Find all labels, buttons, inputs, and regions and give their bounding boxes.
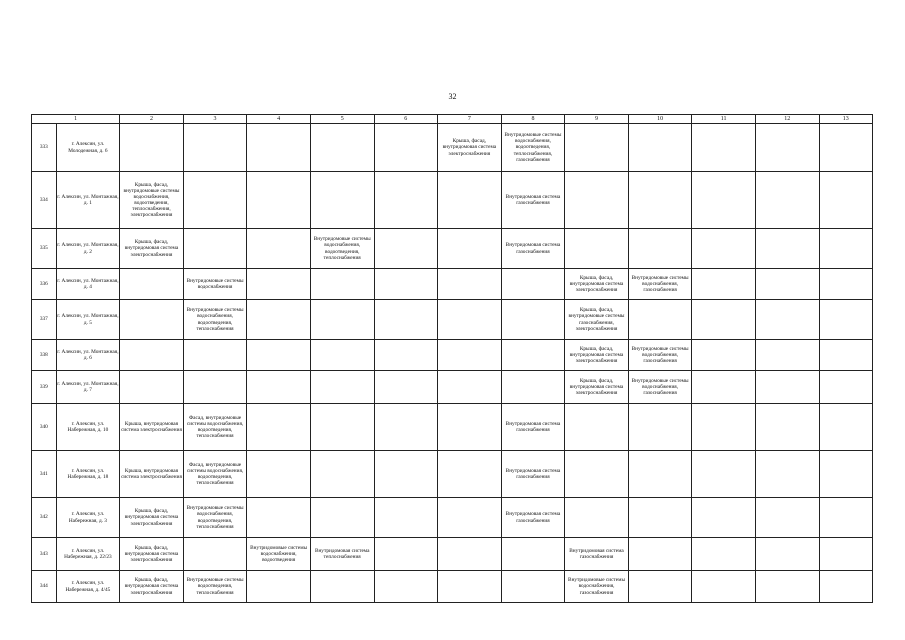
work-cell-col-8: Внутридомовая система газоснабжения [501, 172, 565, 229]
work-cell-col-8: Внутридомовые системы водоснабжения, водоотведения, теплоснабжения, газоснабжения [501, 124, 565, 172]
column-header-11: 11 [692, 115, 756, 124]
column-header-6: 6 [374, 115, 438, 124]
work-cell-col-9: Крыша, фасад, внутридомовые системы газоснабжения, электроснабжения [565, 300, 629, 340]
work-cell-col-11 [692, 404, 756, 451]
work-cell-col-3 [183, 371, 247, 404]
work-cell-col-12 [755, 498, 819, 538]
work-cell-col-2: Крыша, фасад, внутридомовые системы водоснабжения, водоотведения, теплоснабжения, электроснабжения [120, 172, 184, 229]
work-cell-col-13 [819, 340, 872, 371]
work-cell-col-11 [692, 172, 756, 229]
work-cell-col-4 [247, 451, 311, 498]
work-cell-col-9 [565, 404, 629, 451]
work-cell-col-6 [374, 124, 438, 172]
work-cell-col-3: Фасад, внутридомовые системы водоснабжения, водоотведения, теплоснабжения [183, 404, 247, 451]
address-cell: г. Алексин, ул. Монтажная, д. 6 [56, 340, 120, 371]
work-cell-col-11 [692, 371, 756, 404]
header-row [32, 115, 873, 124]
work-cell-col-13 [819, 172, 872, 229]
work-cell-col-7 [438, 269, 502, 300]
work-cell-col-11 [692, 451, 756, 498]
work-cell-col-10 [628, 571, 692, 603]
address-cell: г. Алексин, ул. Набережная, д. 10 [56, 404, 120, 451]
work-cell-col-7 [438, 172, 502, 229]
row-number: 339 [32, 371, 57, 404]
work-cell-col-13 [819, 451, 872, 498]
work-cell-col-8: Внутридомовая система газоснабжения [501, 498, 565, 538]
work-cell-col-3: Внутридомовые системы водоснабжения, водоотведения, теплоснабжения [183, 498, 247, 538]
work-cell-col-13 [819, 229, 872, 269]
row-number: 333 [32, 124, 57, 172]
work-cell-col-5 [310, 269, 374, 300]
work-cell-col-9 [565, 124, 629, 172]
work-cell-col-10: Внутридомовые системы водоснабжения, газоснабжения [628, 269, 692, 300]
column-header-3: 3 [183, 115, 247, 124]
address-cell: г. Алексин, ул. Молодежная, д. 6 [56, 124, 120, 172]
work-cell-col-13 [819, 371, 872, 404]
work-cell-col-7 [438, 571, 502, 603]
work-cell-col-6 [374, 300, 438, 340]
work-cell-col-8 [501, 538, 565, 571]
work-cell-col-5 [310, 340, 374, 371]
table-row [32, 498, 873, 538]
work-cell-col-2 [120, 371, 184, 404]
row-number: 341 [32, 451, 57, 498]
work-cell-col-12 [755, 538, 819, 571]
work-cell-col-13 [819, 124, 872, 172]
work-cell-col-11 [692, 538, 756, 571]
work-cell-col-5: Внутридомовые системы водоснабжения, водоотведения, теплоснабжения [310, 229, 374, 269]
page-number: 32 [448, 92, 457, 101]
row-number: 334 [32, 172, 57, 229]
work-cell-col-6 [374, 498, 438, 538]
work-cell-col-10 [628, 229, 692, 269]
work-cell-col-4: Внутридомовые системы водоснабжения, водоотведения [247, 538, 311, 571]
work-cell-col-8 [501, 269, 565, 300]
table-row [32, 538, 873, 571]
work-cell-col-6 [374, 451, 438, 498]
work-cell-col-8: Внутридомовая система газоснабжения [501, 229, 565, 269]
repair-schedule-table [31, 114, 873, 603]
work-cell-col-10 [628, 538, 692, 571]
work-cell-col-5 [310, 172, 374, 229]
work-cell-col-6 [374, 538, 438, 571]
work-cell-col-6 [374, 229, 438, 269]
address-cell: г. Алексин, ул. Монтажная, д. 7 [56, 371, 120, 404]
work-cell-col-4 [247, 172, 311, 229]
column-header-8: 8 [501, 115, 565, 124]
work-cell-col-13 [819, 269, 872, 300]
row-number: 344 [32, 571, 57, 603]
work-cell-col-13 [819, 571, 872, 603]
work-cell-col-4 [247, 571, 311, 603]
work-cell-col-3: Фасад, внутридомовые системы водоснабжения, водоотведения, теплоснабжения [183, 451, 247, 498]
work-cell-col-8: Внутридомовая система газоснабжения [501, 404, 565, 451]
row-number: 335 [32, 229, 57, 269]
work-cell-col-12 [755, 269, 819, 300]
work-cell-col-7 [438, 451, 502, 498]
work-cell-col-7 [438, 498, 502, 538]
work-cell-col-5 [310, 451, 374, 498]
work-cell-col-9: Крыша, фасад, внутридомовая система электроснабжения [565, 340, 629, 371]
work-cell-col-12 [755, 371, 819, 404]
column-header-10: 10 [628, 115, 692, 124]
work-cell-col-10: Внутридомовые системы водоснабжения, газоснабжения [628, 371, 692, 404]
work-cell-col-9 [565, 451, 629, 498]
work-cell-col-7 [438, 404, 502, 451]
work-cell-col-2: Крыша, внутридомовая система электроснабжения [120, 451, 184, 498]
work-cell-col-10: Внутридомовые системы водоснабжения, газоснабжения [628, 340, 692, 371]
work-cell-col-8 [501, 571, 565, 603]
work-cell-col-10 [628, 404, 692, 451]
work-cell-col-7 [438, 371, 502, 404]
work-cell-col-12 [755, 172, 819, 229]
column-header-4: 4 [247, 115, 311, 124]
work-cell-col-13 [819, 300, 872, 340]
work-cell-col-3 [183, 340, 247, 371]
table-row [32, 404, 873, 451]
address-cell: г. Алексин, ул. Монтажная, д. 2 [56, 229, 120, 269]
table-row [32, 124, 873, 172]
work-cell-col-6 [374, 371, 438, 404]
work-cell-col-12 [755, 404, 819, 451]
work-cell-col-10 [628, 451, 692, 498]
work-cell-col-5 [310, 498, 374, 538]
work-cell-col-9: Внутридомовая система газоснабжения [565, 538, 629, 571]
work-cell-col-11 [692, 571, 756, 603]
work-cell-col-4 [247, 269, 311, 300]
work-cell-col-11 [692, 229, 756, 269]
address-cell: г. Алексин, ул. Набережная, д. 3 [56, 498, 120, 538]
work-cell-col-2 [120, 300, 184, 340]
work-cell-col-4 [247, 340, 311, 371]
work-cell-col-8 [501, 340, 565, 371]
work-cell-col-3: Внутридомовые системы водоотведения, теплоснабжения [183, 571, 247, 603]
table-row [32, 269, 873, 300]
table-row [32, 229, 873, 269]
work-cell-col-13 [819, 404, 872, 451]
work-cell-col-3: Внутридомовые системы водоснабжения, водоотведения, теплоснабжения [183, 300, 247, 340]
table-row [32, 172, 873, 229]
address-cell: г. Алексин, ул. Набережная, д. 22/23 [56, 538, 120, 571]
address-cell: г. Алексин, ул. Монтажная, д. 1 [56, 172, 120, 229]
work-cell-col-5 [310, 571, 374, 603]
work-cell-col-4 [247, 124, 311, 172]
column-header-1: 1 [32, 115, 120, 124]
table-row [32, 451, 873, 498]
work-cell-col-4 [247, 498, 311, 538]
work-cell-col-12 [755, 124, 819, 172]
work-cell-col-2: Крыша, фасад, внутридомовая система электроснабжения [120, 538, 184, 571]
work-cell-col-6 [374, 340, 438, 371]
work-cell-col-2 [120, 269, 184, 300]
work-cell-col-11 [692, 300, 756, 340]
work-cell-col-7 [438, 340, 502, 371]
work-cell-col-11 [692, 498, 756, 538]
work-cell-col-2: Крыша, фасад, внутридомовая система электроснабжения [120, 229, 184, 269]
row-number: 337 [32, 300, 57, 340]
work-cell-col-7 [438, 538, 502, 571]
work-cell-col-9: Крыша, фасад, внутридомовая система электроснабжения [565, 269, 629, 300]
work-cell-col-6 [374, 172, 438, 229]
work-cell-col-12 [755, 229, 819, 269]
row-number: 338 [32, 340, 57, 371]
work-cell-col-13 [819, 538, 872, 571]
work-cell-col-9: Внутридомовые системы водоснабжения, газоснабжения [565, 571, 629, 603]
work-cell-col-7 [438, 300, 502, 340]
table-row [32, 300, 873, 340]
column-header-13: 13 [819, 115, 872, 124]
work-cell-col-3: Внутридомовые системы водоснабжения [183, 269, 247, 300]
table-body [32, 124, 873, 603]
table-row [32, 371, 873, 404]
work-cell-col-11 [692, 340, 756, 371]
work-cell-col-5 [310, 124, 374, 172]
work-cell-col-3 [183, 229, 247, 269]
work-cell-col-2 [120, 124, 184, 172]
work-cell-col-3 [183, 172, 247, 229]
work-cell-col-9 [565, 229, 629, 269]
work-cell-col-9: Крыша, фасад, внутридомовая система электроснабжения [565, 371, 629, 404]
work-cell-col-12 [755, 300, 819, 340]
work-cell-col-9 [565, 498, 629, 538]
address-cell: г. Алексин, ул. Набережная, д. 18 [56, 451, 120, 498]
work-cell-col-10 [628, 172, 692, 229]
work-cell-col-11 [692, 124, 756, 172]
work-cell-col-7: Крыша, фасад, внутридомовая система электроснабжения [438, 124, 502, 172]
table-row [32, 571, 873, 603]
work-cell-col-5 [310, 300, 374, 340]
column-header-2: 2 [120, 115, 184, 124]
work-cell-col-10 [628, 300, 692, 340]
work-cell-col-8 [501, 300, 565, 340]
column-header-5: 5 [310, 115, 374, 124]
row-number: 342 [32, 498, 57, 538]
work-cell-col-7 [438, 229, 502, 269]
work-cell-col-8: Внутридомовая система газоснабжения [501, 451, 565, 498]
work-cell-col-12 [755, 571, 819, 603]
work-cell-col-2: Крыша, фасад, внутридомовая система электроснабжения [120, 498, 184, 538]
work-cell-col-6 [374, 571, 438, 603]
work-cell-col-6 [374, 269, 438, 300]
address-cell: г. Алексин, ул. Набережная, д. 4/45 [56, 571, 120, 603]
work-cell-col-11 [692, 269, 756, 300]
row-number: 336 [32, 269, 57, 300]
work-cell-col-2: Крыша, внутридомовая система электроснабжения [120, 404, 184, 451]
work-cell-col-4 [247, 229, 311, 269]
work-cell-col-4 [247, 404, 311, 451]
work-cell-col-9 [565, 172, 629, 229]
work-cell-col-4 [247, 371, 311, 404]
column-header-12: 12 [755, 115, 819, 124]
work-cell-col-5 [310, 404, 374, 451]
table-row [32, 340, 873, 371]
row-number: 340 [32, 404, 57, 451]
work-cell-col-10 [628, 124, 692, 172]
work-cell-col-8 [501, 371, 565, 404]
address-cell: г. Алексин, ул. Монтажная, д. 4 [56, 269, 120, 300]
row-number: 343 [32, 538, 57, 571]
address-cell: г. Алексин, ул. Монтажная, д. 5 [56, 300, 120, 340]
work-cell-col-5: Внутридомовая система теплоснабжения [310, 538, 374, 571]
work-cell-col-12 [755, 340, 819, 371]
work-cell-col-13 [819, 498, 872, 538]
work-cell-col-4 [247, 300, 311, 340]
work-cell-col-10 [628, 498, 692, 538]
work-cell-col-3 [183, 124, 247, 172]
work-cell-col-3 [183, 538, 247, 571]
work-cell-col-2: Крыша, фасад, внутридомовая система электроснабжения [120, 571, 184, 603]
column-header-9: 9 [565, 115, 629, 124]
work-cell-col-12 [755, 451, 819, 498]
work-cell-col-2 [120, 340, 184, 371]
column-header-7: 7 [438, 115, 502, 124]
work-cell-col-6 [374, 404, 438, 451]
work-cell-col-5 [310, 371, 374, 404]
